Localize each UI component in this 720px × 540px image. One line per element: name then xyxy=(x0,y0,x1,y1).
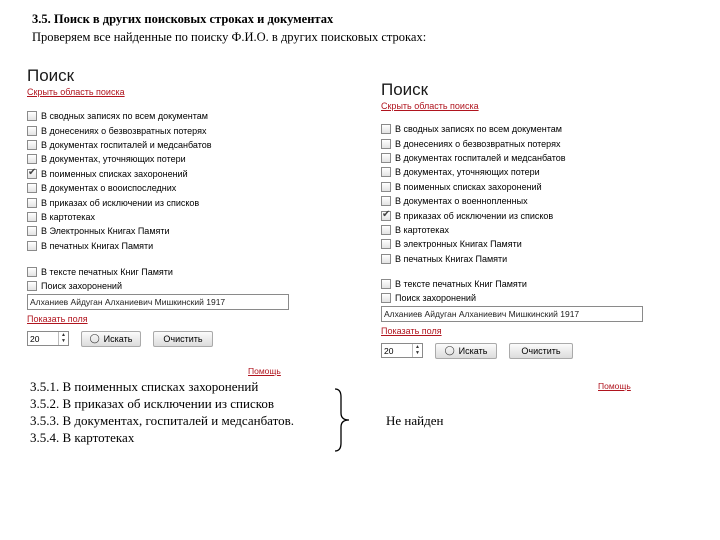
clear-button[interactable] xyxy=(509,343,573,359)
search-option[interactable] xyxy=(27,224,289,238)
spin-down-icon[interactable]: ▼ xyxy=(61,338,66,345)
spin-down-icon[interactable]: ▼ xyxy=(415,350,420,357)
option-label: В донесениях о безвозвратных потерях xyxy=(41,125,207,136)
checkbox[interactable] xyxy=(381,182,391,192)
option-label: В картотеках xyxy=(41,211,95,222)
clear-button-label: Очистить xyxy=(521,345,561,356)
search-button-label: Искать xyxy=(103,333,133,344)
option-label: В документах, уточняющих потери xyxy=(395,167,540,178)
search-option[interactable] xyxy=(27,279,289,293)
hide-search-area-link[interactable]: Скрыть область поиска xyxy=(27,87,125,97)
spin-up-icon[interactable]: ▲ xyxy=(415,344,420,351)
checkbox[interactable] xyxy=(27,212,37,222)
search-option[interactable] xyxy=(381,277,643,291)
checkbox[interactable] xyxy=(381,254,391,264)
magnifier-icon: ◯ xyxy=(89,333,100,344)
extra-options-list xyxy=(381,277,643,306)
result-text: Не найден xyxy=(386,413,444,428)
list-item: 3.5.3. В документах, госпиталей и медсанбатов. xyxy=(30,413,295,428)
list-item: 3.5.4. В картотеках xyxy=(30,430,135,445)
search-option[interactable] xyxy=(381,194,643,208)
option-label: В тексте печатных Книг Памяти xyxy=(41,267,173,278)
search-controls xyxy=(27,329,289,349)
search-button[interactable] xyxy=(435,343,497,359)
help-link-right[interactable]: Помощь xyxy=(598,381,631,391)
search-option[interactable] xyxy=(27,210,289,224)
option-label: В документах госпиталей и медсанбатов xyxy=(395,152,566,163)
list-item: 3.5.1. В поименных списках захоронений xyxy=(30,379,259,394)
checkbox[interactable] xyxy=(381,239,391,249)
option-label: В поименных списках захоронений xyxy=(395,181,542,192)
checkbox[interactable] xyxy=(27,183,37,193)
search-option[interactable] xyxy=(27,195,289,209)
result-count-value: 20 xyxy=(30,333,40,344)
search-button-label: Искать xyxy=(458,345,488,356)
option-label: В поименных списках захоронений xyxy=(41,168,188,179)
search-option[interactable] xyxy=(381,252,643,266)
checkbox[interactable] xyxy=(27,281,37,291)
result-count-stepper[interactable] xyxy=(27,331,69,346)
checked-sources-list xyxy=(30,378,294,446)
extra-options-list xyxy=(27,265,289,294)
search-option[interactable] xyxy=(27,181,289,195)
search-option[interactable] xyxy=(381,151,643,165)
search-option[interactable] xyxy=(27,167,289,181)
search-option[interactable] xyxy=(27,109,289,123)
search-option[interactable] xyxy=(27,152,289,166)
option-label: Поиск захоронений xyxy=(41,281,122,292)
search-option[interactable] xyxy=(27,138,289,152)
help-link-left[interactable]: Помощь xyxy=(248,366,281,376)
search-option[interactable] xyxy=(381,122,643,136)
checkbox[interactable] xyxy=(381,167,391,177)
checkbox[interactable] xyxy=(27,169,37,179)
result-count-value: 20 xyxy=(384,345,394,356)
list-item: 3.5.2. В приказах об исключении из списков xyxy=(30,396,275,411)
curly-brace-icon xyxy=(333,387,357,453)
panel-title: Поиск xyxy=(381,80,429,99)
option-label: Поиск захоронений xyxy=(395,293,476,304)
search-option[interactable] xyxy=(381,180,643,194)
spinner-arrows[interactable] xyxy=(58,332,68,345)
spinner-arrows[interactable] xyxy=(412,344,422,357)
search-option[interactable] xyxy=(27,239,289,253)
search-option[interactable] xyxy=(381,237,643,251)
checkbox[interactable] xyxy=(27,154,37,164)
search-controls xyxy=(381,341,643,361)
search-option[interactable] xyxy=(381,291,643,305)
panel-title: Поиск xyxy=(27,66,75,85)
option-label: В документах о военнопленных xyxy=(395,196,528,207)
checkbox[interactable] xyxy=(27,226,37,236)
search-input[interactable]: Алханиев Айдуган Алханиевич Мишкинский 1917 xyxy=(381,306,643,322)
show-fields-link[interactable]: Показать поля xyxy=(381,325,442,336)
intro-text: Проверяем все найденные по поиску Ф.И.О. в других поисковых строках: xyxy=(32,30,427,44)
options-list xyxy=(381,122,643,266)
hide-search-area-link[interactable]: Скрыть область поиска xyxy=(381,101,479,111)
option-label: В печатных Книгах Памяти xyxy=(41,240,154,251)
option-label: В приказах об исключении из списков xyxy=(395,210,554,221)
search-input[interactable]: Алханиев Айдуган Алханиевич Мишкинский 1917 xyxy=(27,294,289,310)
search-panel-right xyxy=(381,80,643,361)
result-count-stepper[interactable] xyxy=(381,343,423,358)
show-fields-link[interactable]: Показать поля xyxy=(27,313,88,324)
search-panel-left xyxy=(27,66,289,349)
checkbox[interactable] xyxy=(381,279,391,289)
checkbox[interactable] xyxy=(27,140,37,150)
option-label: В документах, уточняющих потери xyxy=(41,154,186,165)
search-option[interactable] xyxy=(381,136,643,150)
option-label: В Электронных Книгах Памяти xyxy=(41,226,170,237)
clear-button-label: Очистить xyxy=(163,333,203,344)
option-label: В картотеках xyxy=(395,224,449,235)
checkbox[interactable] xyxy=(381,225,391,235)
checkbox[interactable] xyxy=(381,211,391,221)
option-label: В сводных записях по всем документам xyxy=(395,124,562,135)
checkbox[interactable] xyxy=(27,267,37,277)
search-option[interactable] xyxy=(27,265,289,279)
checkbox[interactable] xyxy=(381,124,391,134)
options-list xyxy=(27,109,289,253)
clear-button[interactable] xyxy=(153,331,213,347)
option-label: В сводных записях по всем документам xyxy=(41,111,208,122)
option-label: В документах госпиталей и медсанбатов xyxy=(41,139,212,150)
option-label: В документах о вооиспоследних xyxy=(41,183,177,194)
option-label: В печатных Книгах Памяти xyxy=(395,253,508,264)
page-heading: 3.5. Поиск в других поисковых строках и документах xyxy=(32,12,334,26)
option-label: В тексте печатных Книг Памяти xyxy=(395,279,527,290)
magnifier-icon: ◯ xyxy=(444,345,455,356)
option-label: В донесениях о безвозвратных потерях xyxy=(395,138,561,149)
search-option[interactable] xyxy=(381,165,643,179)
option-label: В приказах об исключении из списков xyxy=(41,197,200,208)
checkbox[interactable] xyxy=(381,293,391,303)
checkbox[interactable] xyxy=(27,198,37,208)
checkbox[interactable] xyxy=(381,139,391,149)
search-option[interactable] xyxy=(381,223,643,237)
search-option[interactable] xyxy=(381,208,643,222)
search-button[interactable] xyxy=(81,331,141,347)
checkbox[interactable] xyxy=(27,111,37,121)
option-label: В электронных Книгах Памяти xyxy=(395,239,522,250)
checkbox[interactable] xyxy=(381,196,391,206)
search-option[interactable] xyxy=(27,123,289,137)
checkbox[interactable] xyxy=(381,153,391,163)
checkbox[interactable] xyxy=(27,126,37,136)
checkbox[interactable] xyxy=(27,241,37,251)
spin-up-icon[interactable]: ▲ xyxy=(61,332,66,339)
